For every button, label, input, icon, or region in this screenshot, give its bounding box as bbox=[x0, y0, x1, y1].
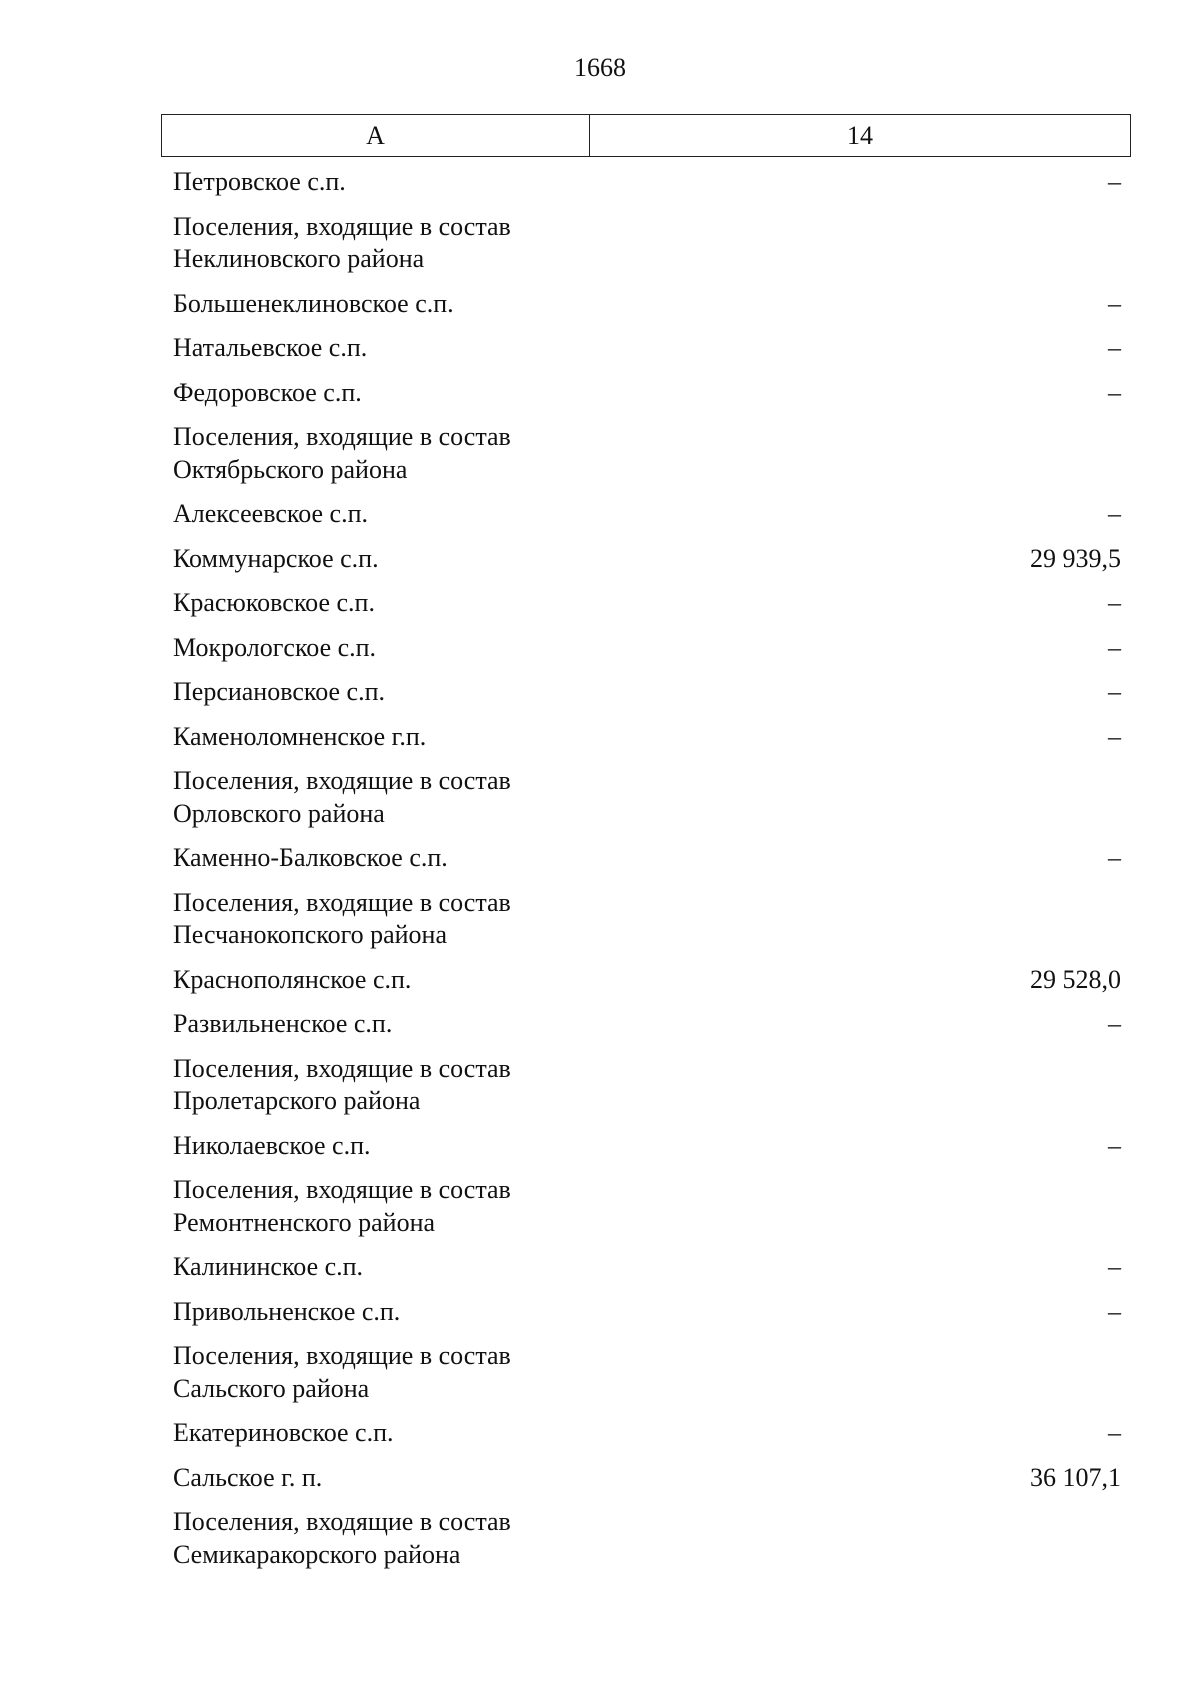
row-label: Алексеевское с.п. bbox=[173, 499, 368, 528]
row-label: Екатериновское с.п. bbox=[173, 1418, 394, 1447]
table-row bbox=[173, 1130, 1121, 1163]
table-row bbox=[173, 676, 1121, 709]
row-value: – bbox=[1108, 1296, 1121, 1326]
table-body bbox=[173, 166, 1121, 1583]
row-label: Красюковское с.п. bbox=[173, 588, 375, 617]
table-row bbox=[173, 1462, 1121, 1495]
row-label: Каменно-Балковское с.п. bbox=[173, 843, 448, 872]
row-value: – bbox=[1108, 1009, 1121, 1038]
table-row bbox=[173, 1251, 1121, 1284]
row-label: Натальевское с.п. bbox=[173, 333, 368, 362]
row-label: Поселения, входящие в состав Песчанокопского района bbox=[173, 887, 511, 949]
table-row bbox=[173, 765, 1121, 830]
table-row bbox=[173, 1053, 1121, 1118]
row-value: – bbox=[1108, 721, 1121, 751]
row-label: Персиановское с.п. bbox=[173, 677, 386, 706]
row-label: Петровское с.п. bbox=[173, 167, 346, 196]
table-row bbox=[173, 377, 1121, 410]
row-value: 36 107,1 bbox=[1030, 1462, 1121, 1492]
row-label: Поселения, входящие в состав Октябрьского района bbox=[173, 422, 511, 484]
row-value: – bbox=[1108, 499, 1121, 528]
row-value: 29 939,5 bbox=[1030, 543, 1121, 573]
table-row bbox=[173, 288, 1121, 321]
row-label: Поселения, входящие в состав Орловского района bbox=[173, 766, 511, 828]
table-row bbox=[173, 211, 1121, 276]
row-label: Федоровское с.п. bbox=[173, 377, 362, 407]
row-label: Привольненское с.п. bbox=[173, 1296, 401, 1326]
table-row bbox=[173, 166, 1121, 199]
row-value: – bbox=[1108, 333, 1121, 362]
row-value: – bbox=[1108, 377, 1121, 407]
row-label: Поселения, входящие в состав Семикаракорского района bbox=[173, 1507, 511, 1569]
table-row bbox=[173, 498, 1121, 531]
table-row bbox=[173, 887, 1121, 952]
row-value: – bbox=[1108, 632, 1121, 662]
table-row bbox=[173, 1506, 1121, 1571]
row-value: – bbox=[1108, 1418, 1121, 1447]
table-row bbox=[173, 721, 1121, 754]
table-row bbox=[173, 1340, 1121, 1405]
row-value: 29 528,0 bbox=[1030, 964, 1121, 994]
row-label: Николаевское с.п. bbox=[173, 1130, 371, 1160]
row-label: Каменоломненское г.п. bbox=[173, 721, 427, 751]
row-label: Поселения, входящие в состав Ремонтненского района bbox=[173, 1175, 511, 1237]
table-row bbox=[173, 587, 1121, 620]
row-label: Калининское с.п. bbox=[173, 1252, 364, 1281]
row-value: – bbox=[1108, 588, 1121, 617]
table-row bbox=[173, 421, 1121, 486]
row-label: Развильненское с.п. bbox=[173, 1009, 393, 1038]
page-number: 1668 bbox=[574, 53, 626, 82]
row-label: Коммунарское с.п. bbox=[173, 543, 379, 573]
row-label: Поселения, входящие в состав Пролетарского района bbox=[173, 1053, 511, 1115]
table-row bbox=[173, 543, 1121, 576]
row-label: Поселения, входящие в состав Сальского района bbox=[173, 1341, 511, 1403]
row-label: Мокрологское с.п. bbox=[173, 632, 377, 662]
table-row bbox=[173, 1174, 1121, 1239]
row-value: – bbox=[1108, 1130, 1121, 1160]
row-value: – bbox=[1108, 167, 1121, 196]
row-value: – bbox=[1108, 1252, 1121, 1281]
table-row bbox=[173, 964, 1121, 997]
table-row bbox=[173, 332, 1121, 365]
table-row bbox=[173, 1296, 1121, 1329]
header-col-14: 14 bbox=[847, 120, 873, 150]
header-col-a: А bbox=[162, 115, 590, 156]
row-label: Сальское г. п. bbox=[173, 1462, 323, 1492]
table-header bbox=[161, 114, 1131, 157]
row-value: – bbox=[1108, 677, 1121, 706]
row-label: Краснополянское с.п. bbox=[173, 964, 412, 994]
row-label: Поселения, входящие в состав Неклиновского района bbox=[173, 211, 511, 273]
table-row bbox=[173, 1417, 1121, 1450]
table-row bbox=[173, 1008, 1121, 1041]
row-label: Большенеклиновское с.п. bbox=[173, 288, 454, 318]
row-value: – bbox=[1108, 843, 1121, 872]
row-value: – bbox=[1108, 288, 1121, 318]
table-row bbox=[173, 842, 1121, 875]
table-row bbox=[173, 632, 1121, 665]
